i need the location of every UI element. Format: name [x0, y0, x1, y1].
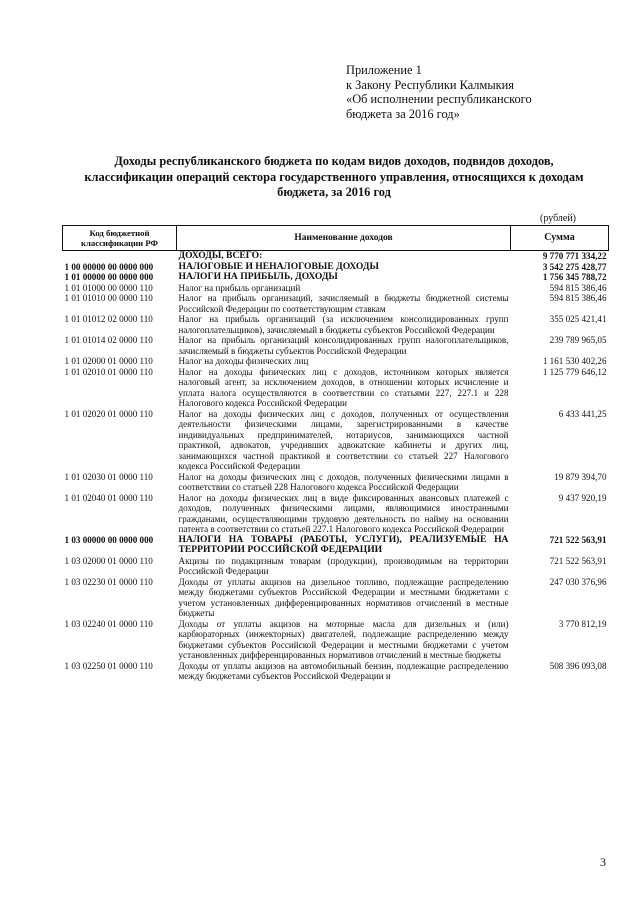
units-label: (рублей) [540, 213, 577, 224]
table-row [63, 661, 609, 682]
table-row [63, 367, 609, 409]
row-amount: 6 433 441,25 [558, 408, 607, 419]
row-code: 1 03 02230 01 0000 110 [64, 576, 153, 587]
revenue-table [62, 225, 609, 682]
row-name: Доходы от уплаты акцизов на дизельное топливо, подлежащие распределению между бюджетами субъектов Российской Федерации и местными бюджетами с учетом установленных дифференцированных нормативов отчислений в местные бюджеты [178, 576, 509, 618]
row-amount: 9 437 920,19 [558, 492, 607, 503]
row-name: Налог на доходы физических лиц с доходов, полученных физическими лицами в соответствии со статьей 228 Налогового кодекса Российской Федерации [178, 471, 509, 492]
row-code: 1 01 01014 02 0000 110 [64, 335, 153, 345]
document-title: Доходы республиканского бюджета по кодам видов доходов, подвидов доходов, классификации операций сектора государственного управления, относящихся к доходам бюджета, за 2016 год [84, 154, 584, 199]
row-name: Налог на прибыль организаций [178, 282, 301, 293]
row-amount: 9 770 771 334,22 [542, 251, 607, 261]
row-amount: 355 025 421,41 [549, 314, 607, 324]
row-name: Акцизы по подакцизным товарам (продукции), производимым на территории Российской Федерации [178, 555, 509, 576]
table-row [63, 535, 609, 556]
row-code: 1 00 00000 00 0000 000 [64, 261, 154, 272]
row-code: 1 01 02030 01 0000 110 [64, 471, 153, 482]
row-name: Налог на прибыль организаций, зачисляемый в бюджеты бюджетной системы Российской Федерации по соответствующим ставкам [178, 293, 509, 314]
table-row [63, 251, 609, 262]
row-amount: 594 815 386,46 [549, 282, 607, 293]
header-code: Код бюджетной классификации РФ [63, 226, 177, 251]
row-code: 1 01 02020 01 0000 110 [64, 408, 153, 419]
header-amount: Сумма [511, 226, 609, 251]
row-code: 1 01 01010 00 0000 110 [64, 293, 153, 303]
table-row [63, 409, 609, 472]
row-code [63, 251, 177, 262]
row-code: 1 01 01012 02 0000 110 [64, 314, 153, 324]
table-row [63, 556, 609, 577]
table-row [63, 472, 609, 493]
row-name: Доходы от уплаты акцизов на моторные масла для дизельных и (или) карбюраторных (инжекторных) двигателей, подлежащие распределению между бюджетами субъектов Российской Федерации и местными бюджетами с учетом установленных дифференцированных нормативов отчислений в местные бюджеты [178, 618, 509, 660]
row-name: ДОХОДЫ, ВСЕГО: [178, 250, 263, 261]
row-amount: 19 879 394,70 [554, 471, 607, 482]
row-code: 1 03 02240 01 0000 110 [64, 618, 153, 629]
row-amount: 247 030 376,96 [549, 576, 607, 587]
table-row [63, 356, 609, 367]
row-name: НАЛОГИ НА ПРИБЫЛЬ, ДОХОДЫ [178, 271, 338, 282]
table-row [63, 577, 609, 619]
table-row [63, 335, 609, 356]
table-row [63, 283, 609, 294]
row-amount: 1 756 345 788,72 [542, 272, 607, 282]
row-amount: 3 542 275 428,77 [542, 261, 607, 272]
row-code: 1 03 02250 01 0000 110 [64, 660, 153, 671]
row-code: 1 03 02000 01 0000 110 [64, 555, 153, 566]
row-amount: 1 125 779 646,12 [542, 366, 607, 377]
row-name: НАЛОГОВЫЕ И НЕНАЛОГОВЫЕ ДОХОДЫ [178, 260, 379, 272]
row-name: Доходы от уплаты акцизов на автомобильный бензин, подлежащие распределению между бюджетами субъектов Российской Федерации и [178, 660, 509, 681]
row-code: 1 01 00000 00 0000 000 [64, 272, 154, 282]
row-amount: 721 522 563,91 [549, 534, 607, 545]
header-name: Наименование доходов [177, 226, 511, 251]
appendix-line: Приложение 1 [346, 63, 422, 77]
table-row [63, 493, 609, 535]
appendix-line: бюджета за 2016 год» [346, 106, 460, 121]
table-header-row [63, 226, 609, 251]
table-row [63, 272, 609, 283]
row-amount: 594 815 386,46 [549, 293, 607, 303]
table-row [63, 293, 609, 314]
row-name: Налог на доходы физических лиц [178, 356, 309, 366]
row-amount: 721 522 563,91 [549, 555, 607, 566]
row-code: 1 03 00000 00 0000 000 [64, 534, 154, 545]
row-code: 1 01 01000 00 0000 110 [64, 282, 153, 293]
row-code: 1 01 02040 01 0000 110 [64, 492, 153, 503]
row-name: Налог на доходы физических лиц с доходов, источником которых является налоговый агент, за исключением доходов, в отношении которых исчисление и уплата налога осуществляются в соответствии со статьями 227, 227.1 и 228 Налогового кодекса Российской Федерации [178, 366, 509, 408]
page-number: 3 [600, 855, 606, 869]
row-name: Налог на доходы физических лиц в виде фиксированных авансовых платежей с доходов, полученных физическими лицами, являющимися иностранными гражданами, осуществляющими трудовую деятельность по найму на основании патента в соответствии со статьей 227.1 Налогового кодекса Российской Федерации [178, 492, 509, 534]
row-name: Налог на прибыль организаций (за исключением консолидированных групп налогоплательщиков), зачисляемый в бюджеты субъектов Российской Федерации [178, 314, 509, 335]
table-row [63, 619, 609, 661]
appendix-line: «Об исполнении республиканского [346, 92, 532, 107]
appendix-line: к Закону Республики Калмыкия [346, 77, 514, 92]
row-code: 1 01 02000 01 0000 110 [64, 356, 153, 366]
row-name: НАЛОГИ НА ТОВАРЫ (РАБОТЫ, УСЛУГИ), РЕАЛИЗУЕМЫЕ НА ТЕРРИТОРИИ РОССИЙСКОЙ ФЕДЕРАЦИИ [178, 533, 509, 555]
row-amount: 1 161 530 402,26 [542, 356, 607, 366]
row-amount: 508 396 093,08 [549, 660, 607, 671]
row-amount: 3 770 812,19 [558, 618, 607, 629]
row-code: 1 01 02010 01 0000 110 [64, 366, 153, 377]
row-name: Налог на доходы физических лиц с доходов, полученных от осуществления деятельности физическими лицами, зарегистрированными в качестве индивидуальных предпринимателей, нотариусов, занимающихся частной практикой, адвокатов, учредивших адвокатские кабинеты и других лиц, занимающихся частной практикой в соответствии со статьей 227 Налогового кодекса Российской Федерации [178, 408, 509, 471]
row-name: Налог на прибыль организаций консолидированных групп налогоплательщиков, зачисляемый в бюджеты субъектов Российской Федерации [178, 335, 509, 356]
appendix-note [346, 63, 626, 121]
table-row [63, 314, 609, 335]
row-amount: 239 789 965,05 [549, 335, 607, 345]
